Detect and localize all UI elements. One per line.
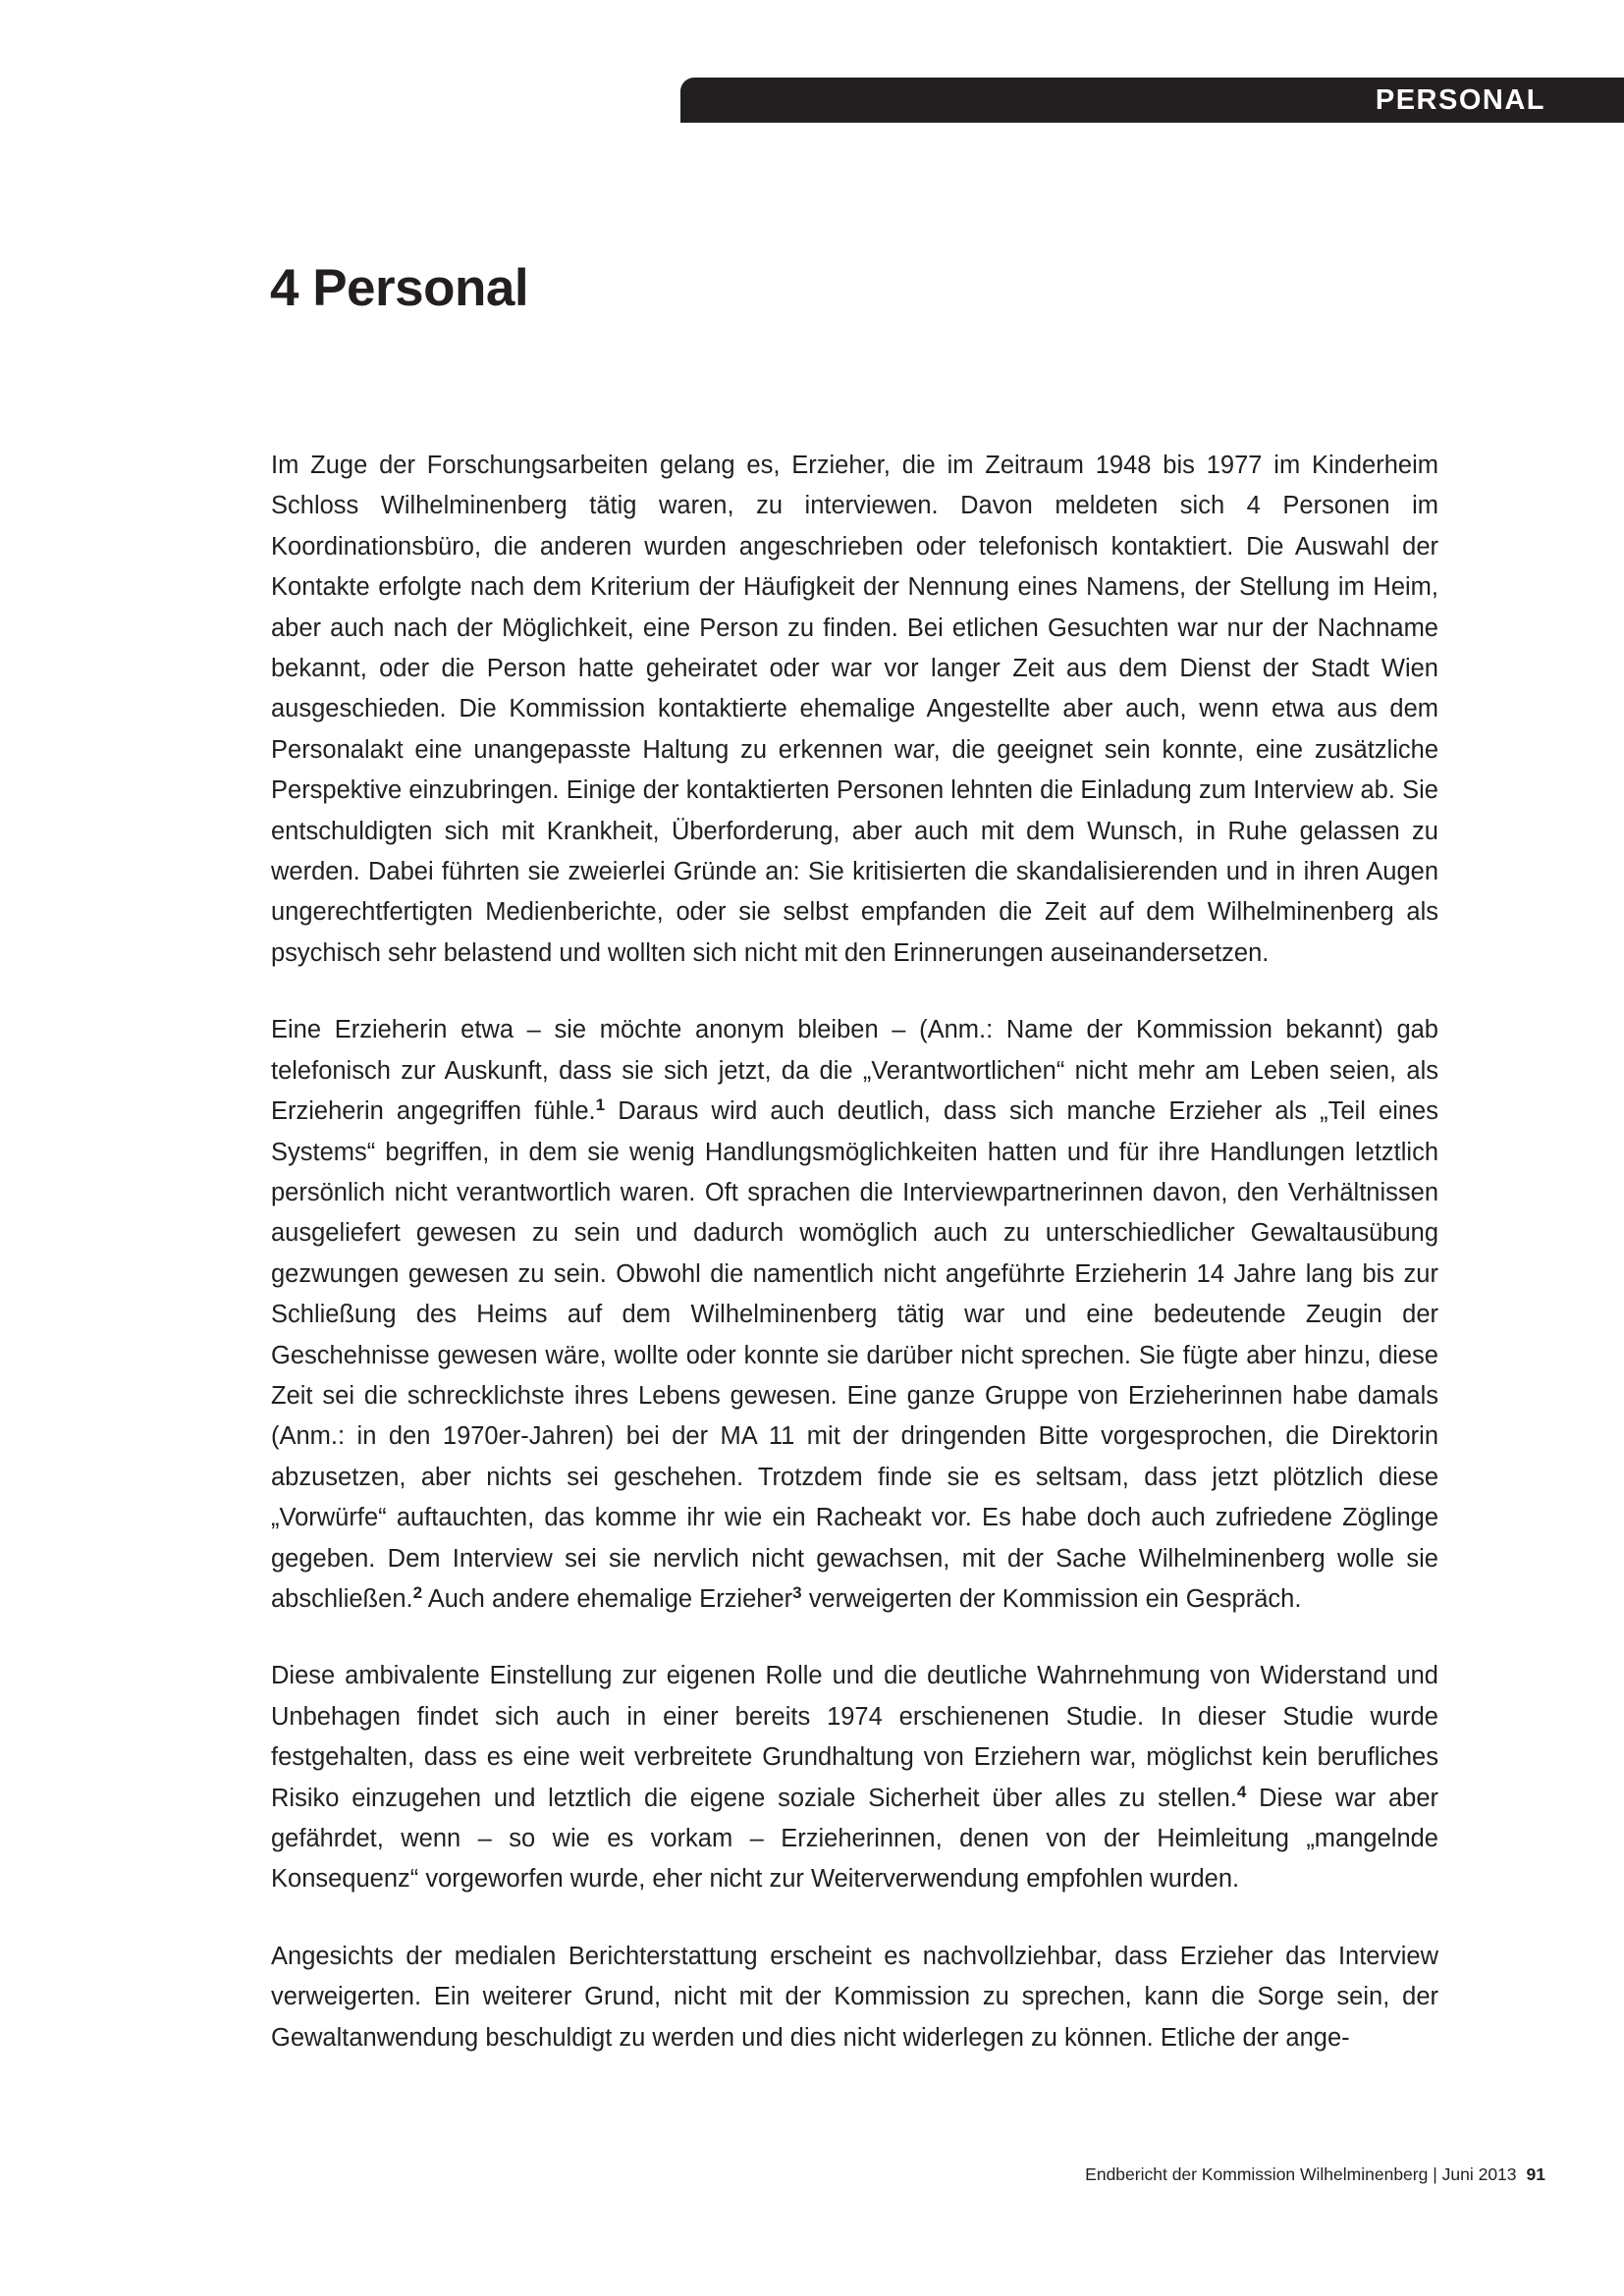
paragraph-text: Daraus wird auch deutlich, dass sich manche Erzieher als „Teil eines Systems“ begriffen, in dem sie wenig Handlungsmöglichkeiten hatten und für ihre Handlungen letztlich persönlich nicht verantwortlich waren. Oft sprachen die Interviewpartnerinnen davon, den Verhältnissen ausgeliefert gewesen zu sein und dadurch womöglich auch zu unterschiedlicher Gewaltausübung gezwungen gewesen zu sein. Obwohl die namentlich nicht angeführte Erzieherin 14 Jahre lang bis zur Schließung des Heims auf dem Wilhelminenberg tätig war und eine bedeutende Zeugin der Geschehnisse gewesen wäre, wollte oder konnte sie darüber nicht sprechen. Sie fügte aber hinzu, diese Zeit sei die schrecklichste ihres Lebens gewesen. Eine ganze Gruppe von Erzieherinnen habe damals (Anm.: in den 1970er-Jahren) bei der MA 11 mit der dringenden Bitte vorgesprochen, die Direktorin abzusetzen, aber nichts sei geschehen. Trotzdem finde sie es seltsam, dass jetzt plötzlich diese „Vorwürfe“ auftauchten, das komme ihr wie ein Racheakt vor. Es habe doch auch zufriedene Zöglinge gegeben. Dem Interview sei sie nervlich nicht gewachsen, mit der Sache Wilhelminenberg wolle sie abschließen. (271, 1097, 1438, 1613)
page-footer (1085, 2163, 1545, 2186)
page-number: 91 (1526, 2164, 1545, 2184)
footer-publication: Endbericht der Kommission Wilhelminenberg | Juni 2013 (1085, 2164, 1517, 2184)
footnote-ref[interactable]: 3 (792, 1582, 802, 1602)
footnote-ref[interactable]: 2 (412, 1582, 423, 1602)
paragraph-text: Im Zuge der Forschungsarbeiten gelang es, Erzieher, die im Zeitraum 1948 bis 1977 im Kinderheim Schloss Wilhelminenberg tätig waren, zu interviewen. Davon meldeten sich 4 Personen im Koordinationsbüro, die anderen wurden angeschrieben oder telefonisch kontaktiert. Die Auswahl der Kontakte erfolgte nach dem Kriterium der Häufigkeit der Nennung eines Namens, der Stellung im Heim, aber auch nach der Möglichkeit, eine Person zu finden. Bei etlichen Gesuchten war nur der Nachname bekannt, oder die Person hatte geheiratet oder war vor langer Zeit aus dem Dienst der Stadt Wien ausgeschieden. Die Kommission kontaktierte ehemalige Angestellte aber auch, wenn etwa aus dem Personalakt eine unangepasste Haltung zu erkennen war, die geeignet sein konnte, eine zusätzliche Perspektive einzubringen. Einige der kontaktierten Personen lehnten die Einladung zum Interview ab. Sie entschuldigten sich mit Krankheit, Überforderung, aber auch mit dem Wunsch, in Ruhe gelassen zu werden. Dabei führten sie zweierlei Gründe an: Sie kritisierten die skandalisierenden und in ihren Augen ungerechtfertigten Medienberichte, oder sie selbst empfanden die Zeit auf dem Wilhelminenberg als psychisch sehr belastend und wollten sich nicht mit den Erinnerungen auseinandersetzen. (271, 452, 1438, 967)
paragraph-text: Diese ambivalente Einstellung zur eigenen Rolle und die deutliche Wahrnehmung von Widerstand und Unbehagen findet sich auch in einer bereits 1974 erschienenen Studie. In dieser Studie wurde festgehalten, dass es eine weit verbreitete Grundhaltung von Erziehern war, möglichst kein berufliches Risiko einzugehen und letztlich die eigene soziale Sicherheit über alles zu stellen. (271, 1662, 1438, 1812)
paragraph (271, 446, 1438, 974)
paragraph-text: verweigerten der Kommission ein Gespräch. (801, 1584, 1302, 1613)
paragraph-text: Diese war aber gefährdet, wenn – so wie es vorkam – Erzieherinnen, denen von der Heimleitung „mangelnde Konsequenz“ vorgeworfen wurde, eher nicht zur Weiterverwendung empfohlen wurden. (271, 1784, 1438, 1894)
paragraph (271, 1010, 1438, 1620)
section-header-tab (680, 78, 1624, 123)
paragraph-text: Eine Erzieherin etwa – sie möchte anonym bleiben – (Anm.: Name der Kommission bekannt) gab telefonisch zur Auskunft, dass sie sich jetzt, da die „Verantwortlichen“ nicht mehr am Leben seien, als Erzieherin angegriffen fühle. (271, 1016, 1438, 1126)
paragraph (271, 1937, 1438, 2058)
section-header-label: PERSONAL (1375, 84, 1545, 116)
footnote-ref[interactable]: 1 (595, 1095, 606, 1115)
paragraph-text: Angesichts der medialen Berichterstattung erscheint es nachvollziehbar, dass Erzieher das Interview verweigerten. Ein weiterer Grund, nicht mit der Kommission zu sprechen, kann die Sorge sein, der Gewaltanwendung beschuldigt zu werden und dies nicht widerlegen zu können. Etliche der ange- (271, 1942, 1438, 2052)
paragraph-text: Auch andere ehemalige Erzieher (422, 1584, 793, 1613)
paragraph (271, 1656, 1438, 1899)
footnote-ref[interactable]: 4 (1236, 1782, 1247, 1801)
chapter-title: 4 Personal (270, 259, 529, 317)
body-text (271, 446, 1438, 2095)
